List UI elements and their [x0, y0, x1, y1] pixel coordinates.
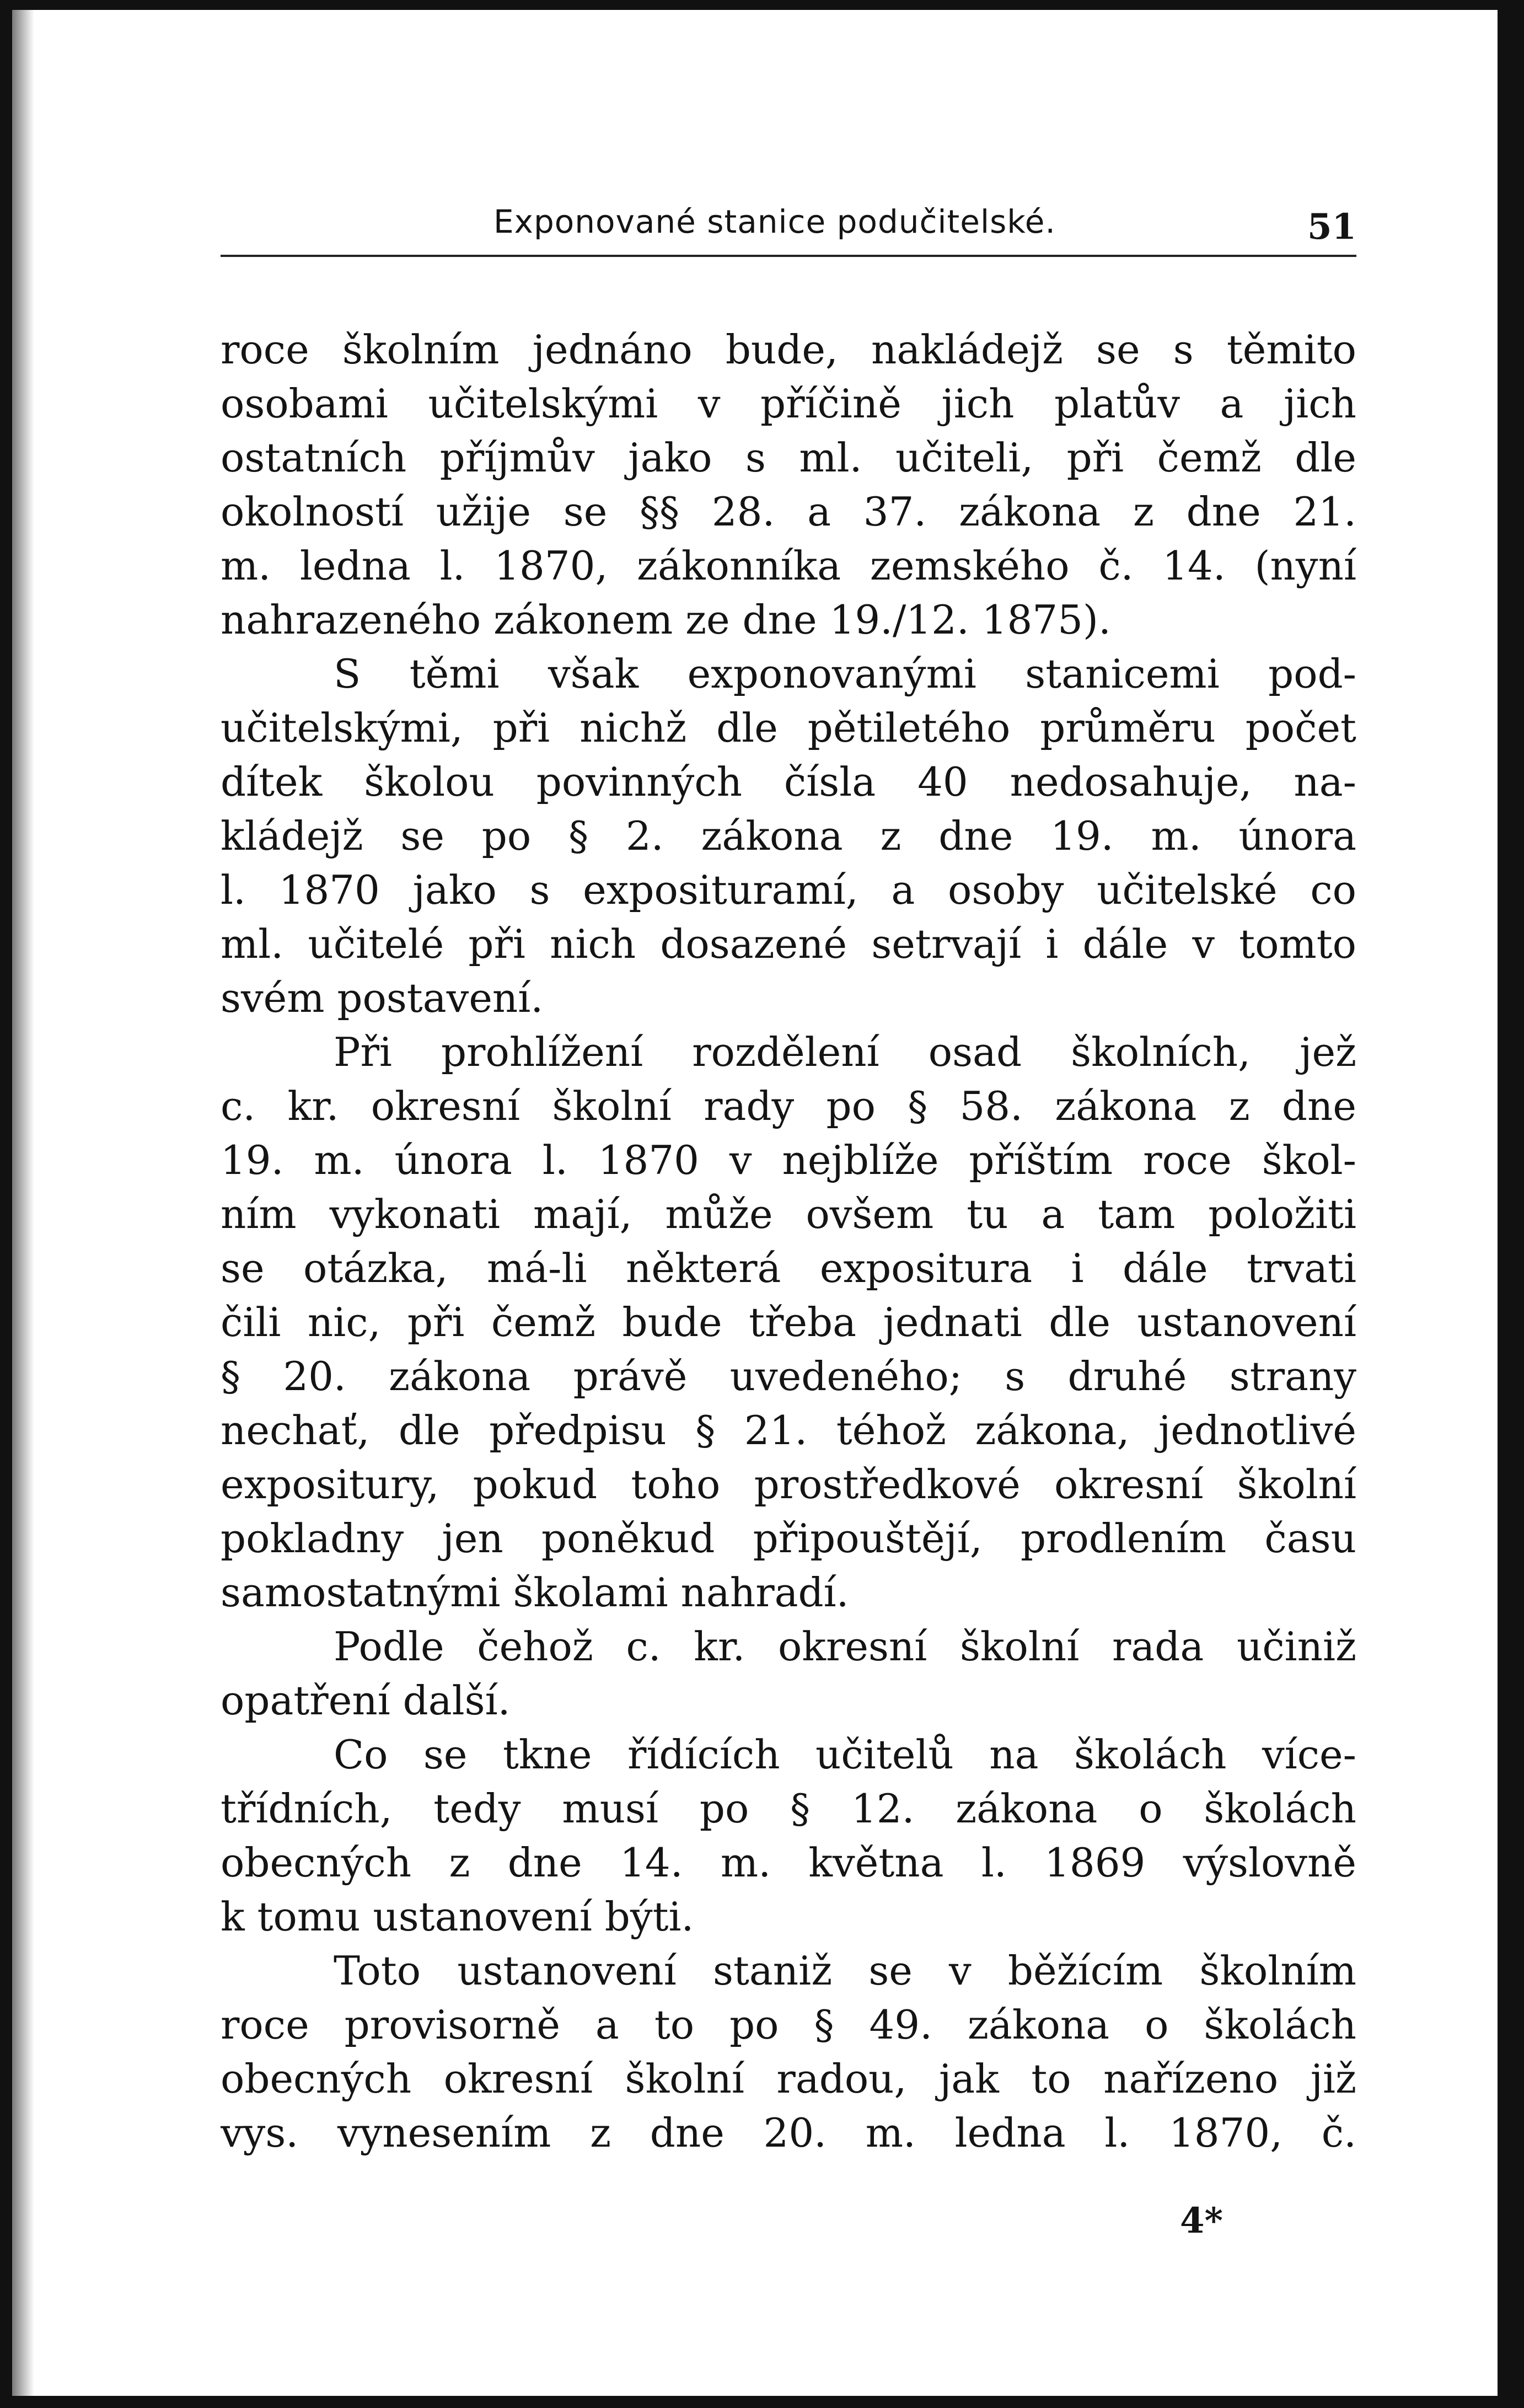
text-line: obecných okresní školní radou, jak to nařízeno již	[221, 2056, 1356, 2102]
text-line: kládejž se po § 2. zákona z dne 19. m. února	[221, 813, 1356, 859]
text-line: samostatnými školami nahradí.	[221, 1569, 849, 1616]
text-line: ml. učitelé při nich dosazené setrvají i dále v tomto	[221, 921, 1356, 967]
text-line: čili nic, při čemž bude třeba jednati dle ustanovení	[221, 1299, 1356, 1345]
text-line: roce provisorně a to po § 49. zákona o školách	[221, 2002, 1356, 2048]
signature-mark: 4*	[1180, 2200, 1223, 2241]
text-line: osobami učitelskými v příčině jich platův a jich	[221, 380, 1356, 427]
running-head: Exponované stanice podučitelské.	[493, 203, 1056, 240]
text-line: třídních, tedy musí po § 12. zákona o školách	[221, 1785, 1356, 1832]
body-text	[221, 323, 1356, 2160]
text-line: pokladny jen poněkud připouštějí, prodlením času	[221, 1515, 1356, 1562]
text-line: ostatních příjmův jako s ml. učiteli, při čemž dle	[221, 435, 1356, 481]
scan-edge-shadow	[12, 0, 34, 2408]
text-line: Při prohlížení rozdělení osad školních, jež	[334, 1029, 1356, 1075]
text-line: svém postavení.	[221, 975, 544, 1021]
page-number: 51	[1307, 206, 1356, 248]
text-line: c. kr. okresní školní rady po § 58. zákona z dne	[221, 1083, 1356, 1129]
page-header	[221, 199, 1356, 265]
header-rule	[221, 255, 1356, 257]
text-line: S těmi však exponovanými stanicemi pod-	[334, 651, 1356, 697]
text-line: Podle čehož c. kr. okresní školní rada učiniž	[334, 1623, 1356, 1670]
text-line: nahrazeného zákonem ze dne 19./12. 1875).	[221, 597, 1111, 643]
text-line: učitelskými, při nichž dle pětiletého průměru počet	[221, 705, 1356, 751]
text-line: se otázka, má-li některá expositura i dále trvati	[221, 1245, 1356, 1291]
text-line: Toto ustanovení staniž se v běžícím školním	[334, 1948, 1356, 1994]
text-line: m. ledna l. 1870, zákonníka zemského č. 14. (nyní	[221, 543, 1356, 589]
text-line: opatření další.	[221, 1677, 511, 1724]
text-line: roce školním jednáno bude, nakládejž se s těmito	[221, 326, 1356, 373]
text-line: vys. vynesením z dne 20. m. ledna l. 1870, č.	[221, 2110, 1356, 2156]
text-line: expositury, pokud toho prostředkové okresní školní	[221, 1461, 1356, 1508]
text-line: ním vykonati mají, může ovšem tu a tam položiti	[221, 1191, 1356, 1237]
text-line: § 20. zákona právě uvedeného; s druhé strany	[221, 1353, 1356, 1399]
text-line: dítek školou povinných čísla 40 nedosahuje, na-	[221, 759, 1356, 805]
text-line: nechať, dle předpisu § 21. téhož zákona, jednotlivé	[221, 1407, 1356, 1454]
text-line: Co se tkne řídících učitelů na školách více-	[334, 1731, 1356, 1778]
text-line: k tomu ustanovení býti.	[221, 1894, 694, 1940]
text-line: l. 1870 jako s exposituramí, a osoby učitelské co	[221, 867, 1356, 913]
text-line: okolností užije se §§ 28. a 37. zákona z dne 21.	[221, 489, 1356, 535]
text-line: 19. m. února l. 1870 v nejblíže příštím roce škol-	[221, 1137, 1356, 1183]
text-line: obecných z dne 14. m. května l. 1869 výslovně	[221, 1839, 1356, 1886]
